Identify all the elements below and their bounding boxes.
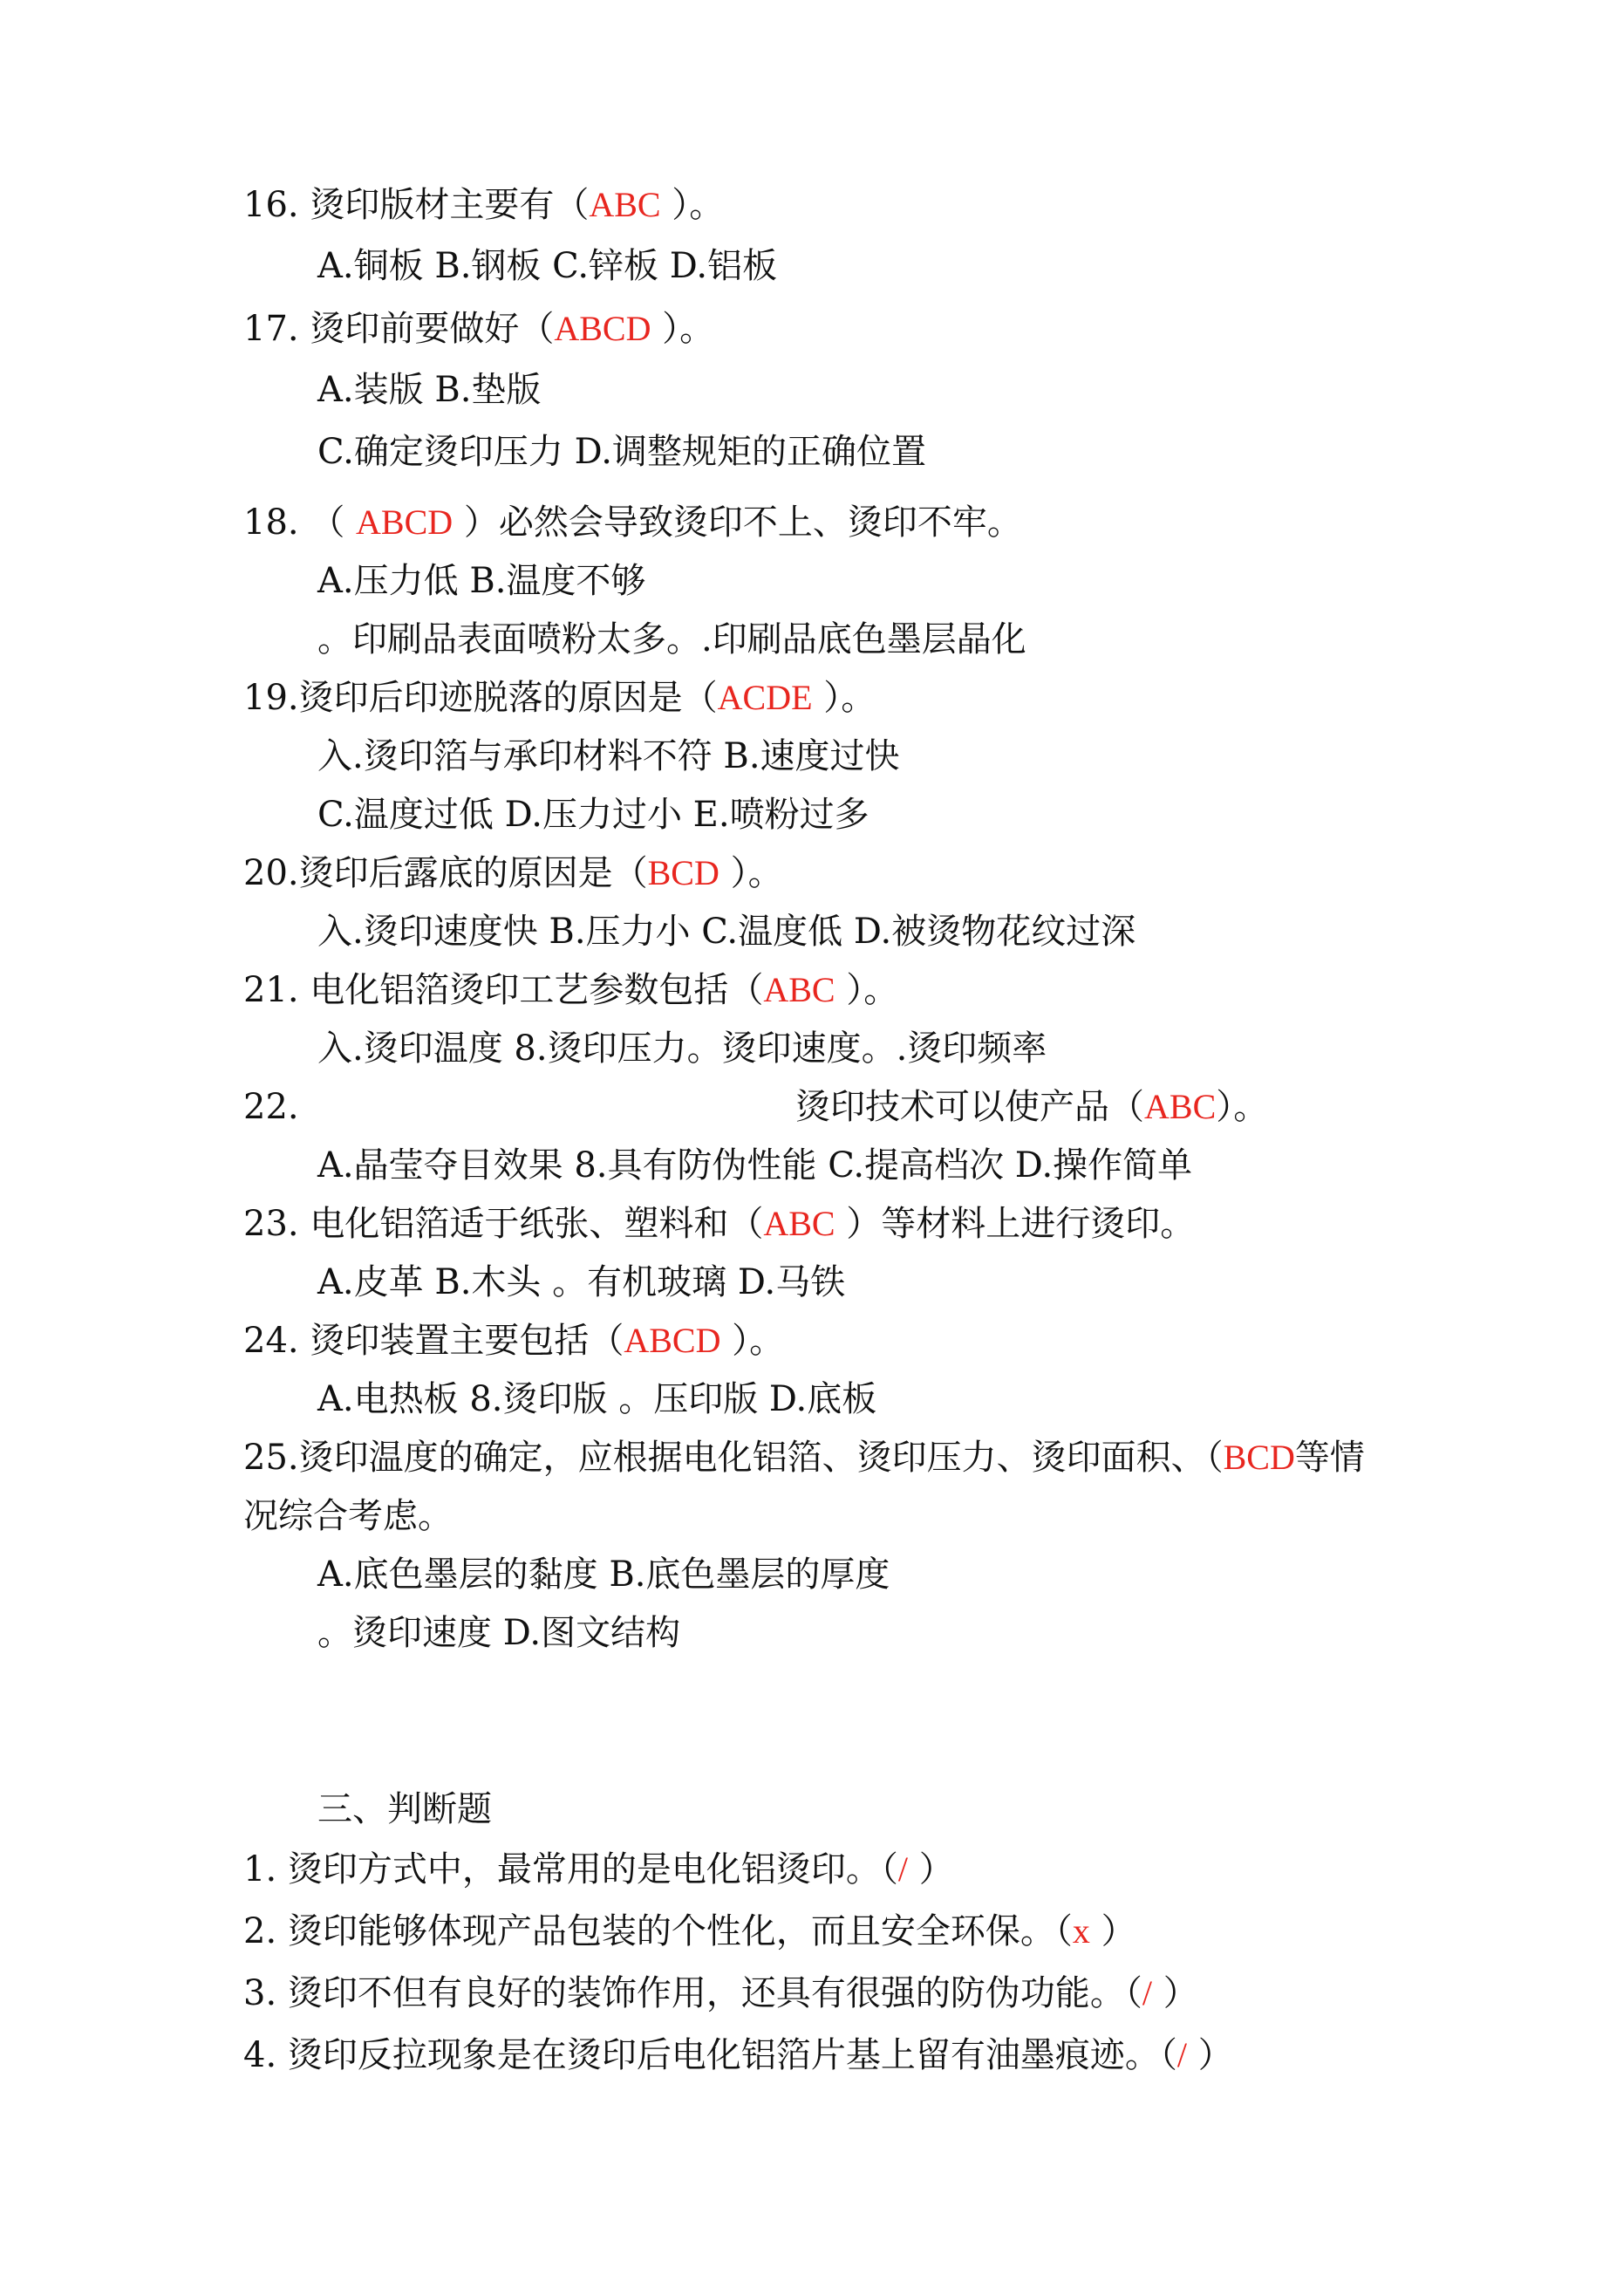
question-text-end: ）。 [835,970,899,1010]
question-17-options-line-2: C.确定烫印压力 D.调整规矩的正确位置 [317,432,926,472]
statement-text: 2. 烫印能够体现产品包装的个性化，而且安全环保。（ [243,1911,1073,1951]
question-21 [243,968,898,1012]
answer: / [897,1849,909,1889]
question-text: 24. 烫印装置主要包括（ [243,1321,624,1361]
answer: ABC [589,185,661,224]
question-text: 17. 烫印前要做好（ [243,309,555,349]
statement-text-end: ） [1187,2035,1233,2075]
judgement-4 [243,2033,1233,2077]
answer: ABC [763,1204,835,1243]
question-text-end: ）。 [720,1321,785,1361]
question-18-options-line-2: 。印刷品表面喷粉太多。.印刷品底色墨层晶化 [317,619,1026,659]
question-18 [243,501,1022,544]
question-25-options-line-1: A.底色墨层的黏度 B.底色墨层的厚度 [317,1555,890,1595]
question-text: 21. 电化铝箔烫印工艺参数包括（ [243,970,764,1010]
question-19-options-line-1: 入.烫印箔与承印材料不符 B.速度过快 [317,736,900,776]
statement-text-end: ） [1152,1973,1198,2013]
question-text-end: ）等材料上进行烫印。 [835,1204,1196,1244]
question-21-options: 入.烫印温度 8.烫印压力。烫印速度。.烫印频率 [317,1028,1047,1069]
question-17-options-line-1: A.装版 B.垫版 [317,370,542,410]
question-text: 23. 电化铝箔适于纸张、塑料和（ [243,1204,764,1244]
question-text-end: ）。 [719,853,783,893]
question-17 [243,307,714,351]
question-16 [243,183,724,227]
statement-text: 3. 烫印不但有良好的装饰作用，还具有很强的防伪功能。（ [243,1973,1142,2013]
question-text-end: ）。 [651,309,715,349]
answer: BCD [1223,1438,1295,1477]
question-text-end: 等情 [1294,1438,1365,1478]
question-23-options: A.皮革 B.木头 。有机玻璃 D.马铁 [317,1262,846,1302]
question-25 [243,1436,1365,1479]
question-text: 19.烫印后印迹脱落的原因是（ [243,678,718,718]
answer: ABC [1144,1087,1217,1126]
question-text-end: ）。 [1216,1087,1269,1127]
question-text-end: ）。 [660,185,725,225]
question-19-options-line-2: C.温度过低 D.压力过小 E.喷粉过多 [317,795,869,835]
question-24 [243,1319,784,1363]
judgement-3 [243,1971,1198,2015]
question-23 [243,1202,1195,1246]
answer: ABCD [554,309,651,348]
answer: ABC [763,970,835,1009]
judgement-2 [243,1910,1136,1953]
question-text: 烫印技术可以使产品（ [795,1087,1144,1127]
question-text-end: ）必然会导致烫印不上、烫印不牢。 [453,502,1022,543]
question-text: 18. （ [243,502,357,543]
question-20 [243,851,783,895]
judgement-1 [243,1848,954,1891]
question-24-options: A.电热板 8.烫印版 。压印版 D.底板 [317,1379,877,1419]
section-heading-judgement: 三、判断题 [317,1789,492,1829]
question-text: 20.烫印后露底的原因是（ [243,853,648,893]
answer: / [1142,1973,1153,2012]
answer: ABCD [624,1321,721,1360]
question-16-options: A.铜板 B.钢板 C.锌板 D.铝板 [317,246,778,286]
question-22-options: A.晶莹夺目效果 8.具有防伪性能 C.提高档次 D.操作简单 [317,1145,1193,1186]
question-25-continuation: 况综合考虑。 [243,1496,453,1536]
question-20-options: 入.烫印速度快 B.压力小 C.温度低 D.被烫物花纹过深 [317,912,1136,952]
question-text: 16. 烫印版材主要有（ [243,185,590,225]
answer: / [1176,2035,1188,2074]
answer: BCD [647,853,719,892]
statement-text-end: ） [908,1849,954,1889]
statement-text: 4. 烫印反拉现象是在烫印后电化铝箔片基上留有油墨痕迹。（ [243,2035,1177,2075]
question-22 [795,1085,1268,1129]
answer: ACDE [717,678,813,717]
question-text-end: ）。 [812,678,876,718]
question-22-number: 22. [243,1087,299,1127]
statement-text-end: ） [1089,1911,1136,1951]
question-18-options-line-1: A.压力低 B.温度不够 [317,561,646,601]
question-19 [243,676,876,720]
answer: x [1072,1911,1090,1951]
question-text: 25.烫印温度的确定，应根据电化铝箔、烫印压力、烫印面积、（ [243,1438,1224,1478]
answer: ABCD [356,502,453,542]
statement-text: 1. 烫印方式中，最常用的是电化铝烫印。（ [243,1849,898,1889]
question-25-options-line-2: 。烫印速度 D.图文结构 [317,1613,681,1653]
